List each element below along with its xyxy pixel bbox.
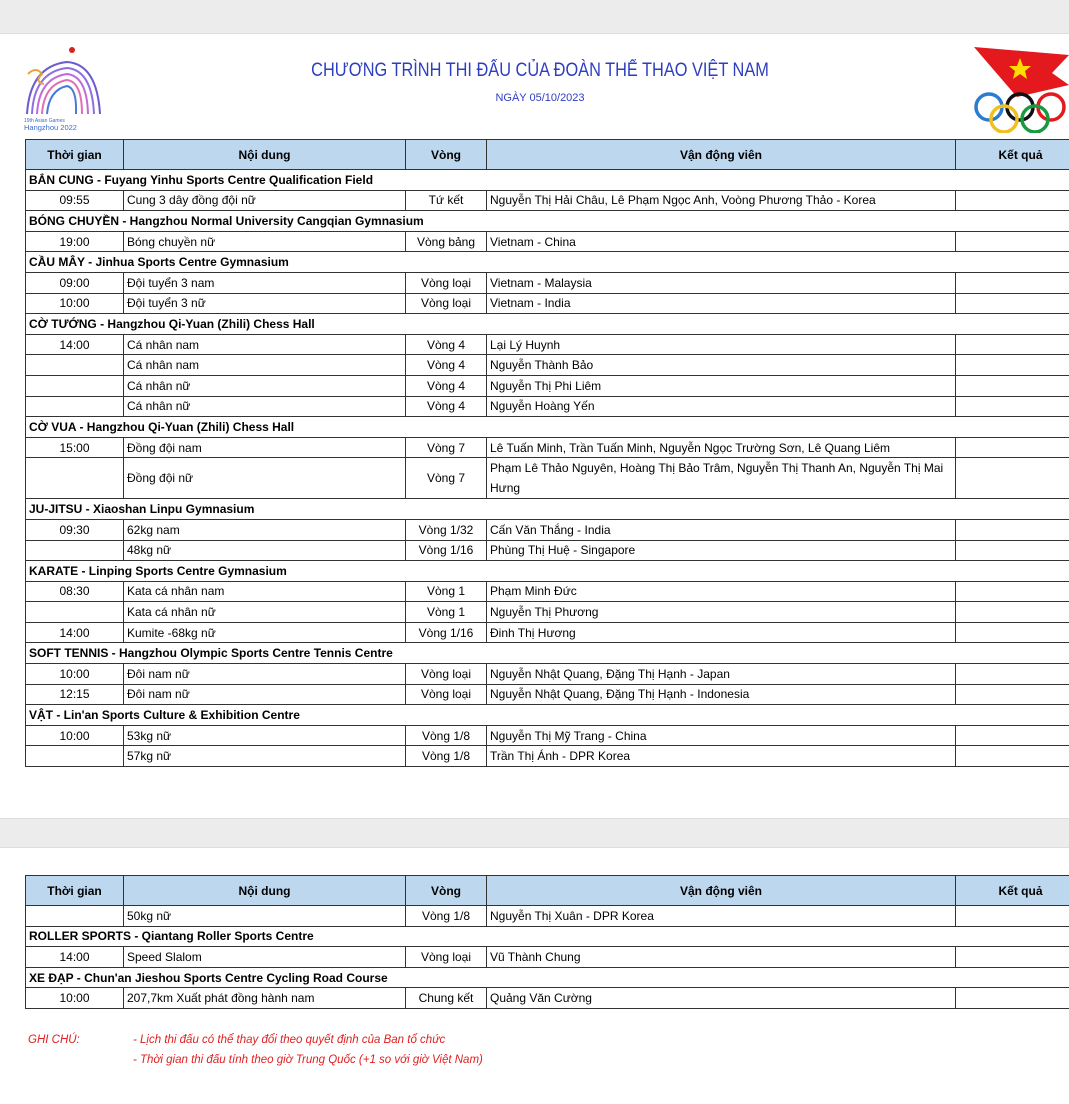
time-cell: 10:00 [26,293,124,314]
event-cell: 48kg nữ [124,540,406,561]
time-cell: 15:00 [26,437,124,458]
event-cell: 50kg nữ [124,906,406,927]
result-cell [956,664,1069,685]
header-round: Vòng [406,140,487,170]
round-cell: Vòng 4 [406,334,487,355]
time-cell: 14:00 [26,622,124,643]
time-cell: 10:00 [26,988,124,1009]
header-time: Thời gian [26,140,124,170]
table-row [26,988,1069,1009]
result-cell [956,725,1069,746]
table-row [26,602,1069,623]
event-cell: 57kg nữ [124,746,406,767]
top-gutter [0,0,1069,34]
section-title: SOFT TENNIS - Hangzhou Olympic Sports Centre Tennis Centre [26,643,1069,664]
schedule-table-page-1 [25,139,1069,767]
time-cell [26,396,124,417]
header-event: Nội dung [124,140,406,170]
athletes-cell: Nguyễn Thị Phương [487,602,956,623]
page-date: NGÀY 05/10/2023 [495,92,585,104]
round-cell: Vòng 1/16 [406,622,487,643]
round-cell: Vòng 4 [406,396,487,417]
page-title: CHƯƠNG TRÌNH THI ĐẤU CỦA ĐOÀN THỂ THAO VIỆT NAM [311,60,769,81]
event-cell: 207,7km Xuất phát đồng hành nam [124,988,406,1009]
result-cell [956,622,1069,643]
event-cell: Speed Slalom [124,947,406,968]
round-cell: Vòng 1/16 [406,540,487,561]
round-cell: Chung kết [406,988,487,1009]
schedule-table-page-2 [25,875,1069,1009]
round-cell: Vòng 1/8 [406,725,487,746]
section-row [26,211,1069,232]
table-row [26,540,1069,561]
result-cell [956,334,1069,355]
athletes-cell: Vũ Thành Chung [487,947,956,968]
section-title: VẬT - Lin'an Sports Culture & Exhibition Centre [26,705,1069,726]
section-row [26,705,1069,726]
section-title: CỜ TƯỚNG - Hangzhou Qi-Yuan (Zhili) Chess Hall [26,314,1069,335]
round-cell: Vòng loại [406,684,487,705]
event-cell: Cá nhân nữ [124,375,406,396]
result-cell [956,293,1069,314]
result-cell [956,355,1069,376]
round-cell: Vòng 7 [406,458,487,499]
athletes-cell: Nguyễn Nhật Quang, Đặng Thị Hạnh - Japan [487,664,956,685]
table-row [26,664,1069,685]
header-time: Thời gian [26,876,124,906]
event-cell: Đồng đội nữ [124,458,406,499]
round-cell: Vòng loại [406,664,487,685]
table-row [26,355,1069,376]
result-cell [956,458,1069,499]
athletes-cell: Vietnam - Malaysia [487,272,956,293]
round-cell: Vòng 1/8 [406,906,487,927]
round-cell: Vòng loại [406,293,487,314]
athletes-cell: Đinh Thị Hương [487,622,956,643]
table-row [26,190,1069,211]
athletes-cell: Nguyễn Nhật Quang, Đặng Thị Hạnh - Indonesia [487,684,956,705]
round-cell: Tứ kết [406,190,487,211]
result-cell [956,272,1069,293]
athletes-cell: Phạm Minh Đức [487,581,956,602]
table-row [26,231,1069,252]
round-cell: Vòng 4 [406,375,487,396]
result-cell [956,540,1069,561]
asian-games-logo [22,44,104,134]
time-cell: 10:00 [26,725,124,746]
time-cell: 12:15 [26,684,124,705]
table-row [26,272,1069,293]
header-result: Kết quả [956,876,1069,906]
section-row [26,252,1069,273]
section-title: BẮN CUNG - Fuyang Yinhu Sports Centre Qualification Field [26,170,1069,191]
table-row [26,293,1069,314]
event-cell: Đôi nam nữ [124,684,406,705]
table-row [26,622,1069,643]
vietnam-olympic-logo [972,45,1069,133]
section-title: BÓNG CHUYỀN - Hangzhou Normal University Cangqian Gymnasium [26,211,1069,232]
time-cell: 09:30 [26,519,124,540]
athletes-cell: Phùng Thị Huệ - Singapore [487,540,956,561]
table-row [26,725,1069,746]
result-cell [956,375,1069,396]
table-header-row [26,876,1069,906]
athletes-cell: Vietnam - India [487,293,956,314]
table-row [26,458,1069,499]
result-cell [956,231,1069,252]
athletes-cell: Nguyễn Thị Xuân - DPR Korea [487,906,956,927]
result-cell [956,190,1069,211]
section-row [26,643,1069,664]
time-cell [26,375,124,396]
event-cell: Đôi nam nữ [124,664,406,685]
round-cell: Vòng 1/32 [406,519,487,540]
athletes-cell: Lại Lý Huynh [487,334,956,355]
section-row [26,561,1069,582]
time-cell: 10:00 [26,664,124,685]
logo-text-1: 19th Asian Games [24,118,65,124]
time-cell [26,355,124,376]
table-header-row [26,140,1069,170]
round-cell: Vòng 7 [406,437,487,458]
table-row [26,375,1069,396]
section-row [26,170,1069,191]
event-cell: Cá nhân nữ [124,396,406,417]
time-cell: 19:00 [26,231,124,252]
table-row [26,396,1069,417]
section-title: CỜ VUA - Hangzhou Qi-Yuan (Zhili) Chess Hall [26,417,1069,438]
result-cell [956,906,1069,927]
event-cell: Cá nhân nam [124,355,406,376]
header-round: Vòng [406,876,487,906]
section-row [26,926,1069,947]
section-row [26,499,1069,520]
section-title: XE ĐẠP - Chun'an Jieshou Sports Centre Cycling Road Course [26,967,1069,988]
athletes-cell: Vietnam - China [487,231,956,252]
event-cell: 62kg nam [124,519,406,540]
table-row [26,334,1069,355]
time-cell: 14:00 [26,334,124,355]
event-cell: Kata cá nhân nam [124,581,406,602]
event-cell: Kumite -68kg nữ [124,622,406,643]
logo-text-2: Hangzhou 2022 [24,123,77,132]
section-row [26,967,1069,988]
athletes-cell: Nguyễn Thị Hải Châu, Lê Phạm Ngọc Anh, Voòng Phương Thảo - Korea [487,190,956,211]
time-cell [26,906,124,927]
result-cell [956,947,1069,968]
note-line: - Thời gian thi đấu tính theo giờ Trung Quốc (+1 so với giờ Việt Nam) [133,1054,483,1066]
table-row [26,906,1069,927]
table-row [26,684,1069,705]
athletes-cell: Nguyễn Thành Bảo [487,355,956,376]
header-athletes: Vận động viên [487,876,956,906]
round-cell: Vòng loại [406,947,487,968]
table-row [26,746,1069,767]
athletes-cell: Quảng Văn Cường [487,988,956,1009]
event-cell: Cung 3 dây đồng đội nữ [124,190,406,211]
result-cell [956,746,1069,767]
event-cell: 53kg nữ [124,725,406,746]
table-row [26,581,1069,602]
result-cell [956,684,1069,705]
round-cell: Vòng 4 [406,355,487,376]
section-title: ROLLER SPORTS - Qiantang Roller Sports Centre [26,926,1069,947]
result-cell [956,396,1069,417]
table-row [26,437,1069,458]
round-cell: Vòng 1 [406,602,487,623]
athletes-cell: Nguyễn Thị Phi Liêm [487,375,956,396]
time-cell: 14:00 [26,947,124,968]
time-cell: 08:30 [26,581,124,602]
round-cell: Vòng loại [406,272,487,293]
event-cell: Đồng đội nam [124,437,406,458]
time-cell [26,458,124,499]
round-cell: Vòng 1/8 [406,746,487,767]
time-cell [26,746,124,767]
table-row [26,947,1069,968]
round-cell: Vòng bảng [406,231,487,252]
event-cell: Cá nhân nam [124,334,406,355]
header-result: Kết quả [956,140,1069,170]
page-break [0,818,1069,848]
athletes-cell: Cấn Văn Thắng - India [487,519,956,540]
section-title: CẦU MÂY - Jinhua Sports Centre Gymnasium [26,252,1069,273]
event-cell: Đội tuyển 3 nữ [124,293,406,314]
athletes-cell: Nguyễn Thị Mỹ Trang - China [487,725,956,746]
athletes-cell: Nguyễn Hoàng Yến [487,396,956,417]
event-cell: Kata cá nhân nữ [124,602,406,623]
time-cell [26,540,124,561]
note-line: - Lịch thi đấu có thể thay đổi theo quyết định của Ban tổ chức [133,1034,446,1046]
table-row [26,519,1069,540]
event-cell: Bóng chuyền nữ [124,231,406,252]
result-cell [956,988,1069,1009]
section-title: KARATE - Linping Sports Centre Gymnasium [26,561,1069,582]
section-row [26,314,1069,335]
result-cell [956,437,1069,458]
round-cell: Vòng 1 [406,581,487,602]
time-cell: 09:55 [26,190,124,211]
result-cell [956,581,1069,602]
header-event: Nội dung [124,876,406,906]
section-row [26,417,1069,438]
result-cell [956,519,1069,540]
header-athletes: Vận động viên [487,140,956,170]
athletes-cell: Trần Thị Ánh - DPR Korea [487,746,956,767]
time-cell: 09:00 [26,272,124,293]
athletes-cell: Phạm Lê Thảo Nguyên, Hoàng Thị Bảo Trâm, Nguyễn Thị Thanh An, Nguyễn Thị Mai Hưng [487,458,956,499]
time-cell [26,602,124,623]
athletes-cell: Lê Tuấn Minh, Trần Tuấn Minh, Nguyễn Ngọc Trường Sơn, Lê Quang Liêm [487,437,956,458]
event-cell: Đội tuyển 3 nam [124,272,406,293]
result-cell [956,602,1069,623]
notes-label: GHI CHÚ: [28,1034,80,1046]
section-title: JU-JITSU - Xiaoshan Linpu Gymnasium [26,499,1069,520]
